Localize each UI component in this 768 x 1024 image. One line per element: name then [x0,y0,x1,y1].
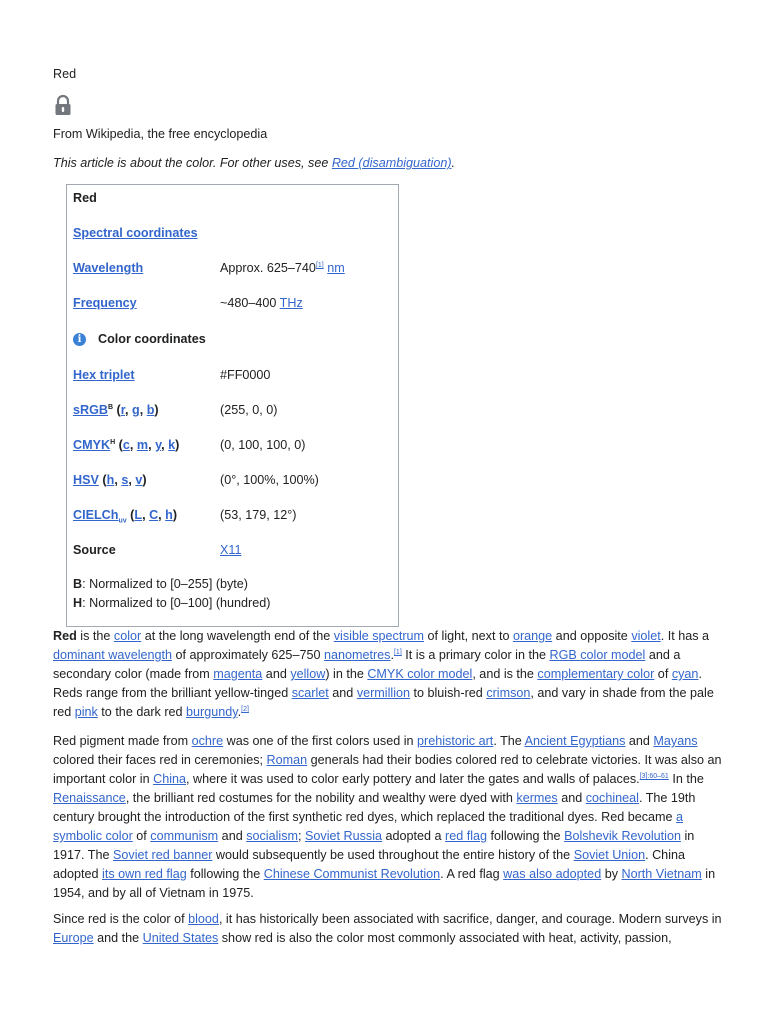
h-link[interactable]: h [106,473,115,487]
bolshevik-revolution-link[interactable]: Bolshevik Revolution [564,829,681,843]
vermillion-link[interactable]: vermillion [356,686,410,700]
hex-triplet-link[interactable]: Hex triplet [73,368,135,382]
paragraph-intro: Red is the color at the long wavelength end of the visible spectrum of light, next to orange and opposite violet. It has a dominant wavelength of approximately 625–750 nanometres.[1] It is a primary color in the RGB color model and a secondary color (made from magenta and yellow) in the CMYK color model, and is the complementary color of cyan. Reds range from the brilliant yellow-tinged scarlet and vermillion to bluish-red crimson, and vary in shade from the pale red pink to the dark red burgundy.[2] [53,629,714,719]
united-states-link[interactable]: United States [142,931,219,945]
reference-link[interactable]: [3]:60–61 [639,772,669,780]
roman-link[interactable]: Roman [266,753,308,767]
orange-link[interactable]: orange [512,629,553,643]
cyan-link[interactable]: cyan [671,667,699,681]
kermes-link[interactable]: kermes [516,791,558,805]
infobox-row-source [73,540,392,560]
socialism-link[interactable]: socialism [246,829,298,843]
g-link[interactable]: g [131,403,140,417]
color-coordinates-heading: Color coordinates [98,331,206,346]
reference-link[interactable]: [1] [315,261,324,269]
infobox-title-row [73,188,392,208]
own-red-flag-link[interactable]: its own red flag [102,867,187,881]
ancient-egyptians-link[interactable]: Ancient Egyptians [524,734,626,748]
rgb-color-model-link[interactable]: RGB color model [549,648,646,662]
cmyk-value: (0, 100, 100, 0) [220,438,306,452]
v-link[interactable]: v [135,473,143,487]
mayans-link[interactable]: Mayans [653,734,698,748]
page-title: Red [53,67,77,81]
wavelength-value: Approx. 625–740[1] nm [220,261,345,275]
pink-link[interactable]: pink [74,705,98,719]
cielch-link[interactable]: CIELCh$_{uv}$ [73,508,127,525]
europe-link[interactable]: Europe [53,931,94,945]
paragraph-symbolism: Since red is the color of blood, it has historically been associated with sacrifice, danger, and courage. Modern surveys in Europe and the United States show red is also the color most commonly associated with heat, activity, passion, [53,912,722,945]
communism-link[interactable]: communism [150,829,219,843]
hsv-link[interactable]: HSV [73,473,99,487]
infobox-title: Red [73,191,97,205]
infobox-color-heading-row [73,329,392,349]
violet-link[interactable]: violet [631,629,661,643]
infobox-row-cmyk: $CMYK^H$ (c, m, y, k) (0, 100, 100, 0) [73,438,306,452]
k-link[interactable]: k [168,438,176,452]
frequency-link[interactable]: Frequency [73,296,137,310]
srgb-value: (255, 0, 0) [220,403,278,417]
source-label: Source [73,543,116,557]
north-vietnam-link[interactable]: North Vietnam [621,867,702,881]
disambiguation-link[interactable]: Red (disambiguation) [331,156,452,170]
soviet-union-link[interactable]: Soviet Union [573,848,646,862]
dominant-wavelength-link[interactable]: dominant wavelength [53,648,173,662]
cmyk-color-model-link[interactable]: CMYK color model [367,667,473,681]
blood-link[interactable]: blood [188,912,219,926]
note-b: B: Normalized to [0–255] (byte) [73,577,249,591]
visible-spectrum-link[interactable]: visible spectrum [333,629,425,643]
wavelength-link[interactable]: Wavelength [73,261,144,275]
note-h: H: Normalized to [0–100] (hundred) [73,596,271,610]
scarlet-link[interactable]: scarlet [291,686,329,700]
info-icon[interactable]: i [73,333,86,346]
lock-icon[interactable] [53,94,73,116]
infobox-notes [73,575,270,613]
hsv-value: (0°, 100%, 100%) [220,473,319,487]
yellow-link[interactable]: yellow [290,667,326,681]
burgundy-link[interactable]: burgundy [186,705,238,719]
soviet-russia-link[interactable]: Soviet Russia [305,829,382,843]
crimson-link[interactable]: crimson [486,686,531,700]
infobox-row-hex [73,365,392,385]
symbolic-color-link[interactable]: a symbolic color [53,810,684,843]
nanometres-link[interactable]: nanometres [323,648,391,662]
red-flag-link[interactable]: red flag [445,829,488,843]
hatnote: This article is about the color. For other uses, see Red (disambiguation). [53,156,456,170]
china-link[interactable]: China [153,772,186,786]
soviet-red-banner-link[interactable]: Soviet red banner [113,848,213,862]
c-link[interactable]: c [122,438,130,452]
chinese-communist-revolution-link[interactable]: Chinese Communist Revolution [263,867,441,881]
ochre-link[interactable]: ochre [191,734,224,748]
magenta-link[interactable]: magenta [213,667,263,681]
prehistoric-art-link[interactable]: prehistoric art [417,734,494,748]
infobox-row-cielch: CIELCh$_{uv}$ (L, C, h) (53, 179, 12°) [73,508,297,525]
thz-link[interactable]: THz [279,296,303,310]
site-tagline: From Wikipedia, the free encyclopedia [53,127,268,141]
infobox-row-hsv: HSV (h, s, v) (0°, 100%, 100%) [73,473,319,487]
also-adopted-link[interactable]: was also adopted [503,867,602,881]
complementary-color-link[interactable]: complementary color [537,667,655,681]
infobox-row-wavelength [73,258,392,278]
infobox-row-srgb: sRGB$^B$ (r, g, b) (255, 0, 0) [73,403,278,417]
b-link[interactable]: b [146,403,155,417]
infobox-spectral-heading-row [73,223,392,243]
color-link[interactable]: color [113,629,142,643]
m-link[interactable]: m [136,438,149,452]
hue-link[interactable]: h [165,508,173,522]
cochineal-link[interactable]: cochineal [585,791,639,805]
srgb-link[interactable]: sRGB [73,403,108,417]
cmyk-link[interactable]: CMYK [73,438,111,452]
frequency-value: ~480–400 THz [220,296,303,310]
renaissance-link[interactable]: Renaissance [53,791,126,805]
spectral-coordinates-link[interactable]: Spectral coordinates [73,226,198,240]
chroma-link[interactable]: C [149,508,159,522]
infobox-row-frequency [73,293,392,313]
l-link[interactable]: L [134,508,143,522]
infobox [66,184,399,627]
reference-link[interactable]: [2] [241,705,249,713]
reference-link[interactable]: [1] [393,648,402,656]
s-link[interactable]: s [121,473,129,487]
r-link[interactable]: r [120,403,125,417]
nm-link[interactable]: nm [327,261,345,275]
y-link[interactable]: y [155,438,162,452]
paragraph-history: Red pigment made from ochre was one of the first colors used in prehistoric art. The Ancient Egyptians and Mayans colored their faces red in ceremonies; Roman generals had their bodies colored red to celebrate victories. It was also an important color in China, where it was used to color early pottery and later the gates and walls of palaces.$^{[3]:60-61}$ In the Renaissance, the brilliant red costumes for the nobility and wealthy were dyed with kermes and cochineal. The 19th century brought the introduction of the first synthetic red dyes, which replaced the traditional dyes. Red became a symbolic color of communism and socialism; Soviet Russia adopted a red flag following the Bolshevik Revolution in 1917. The Soviet red banner would subsequently be used throughout the entire history of the Soviet Union. China adopted its own red flag following the Chinese Communist Revolution. A red flag was also adopted by North Vietnam in 1954, and by all of Vietnam in 1975. [53,734,722,900]
hex-value: #FF0000 [220,368,271,382]
cielch-value: (53, 179, 12°) [220,508,297,522]
x11-link[interactable]: X11 [220,543,242,557]
